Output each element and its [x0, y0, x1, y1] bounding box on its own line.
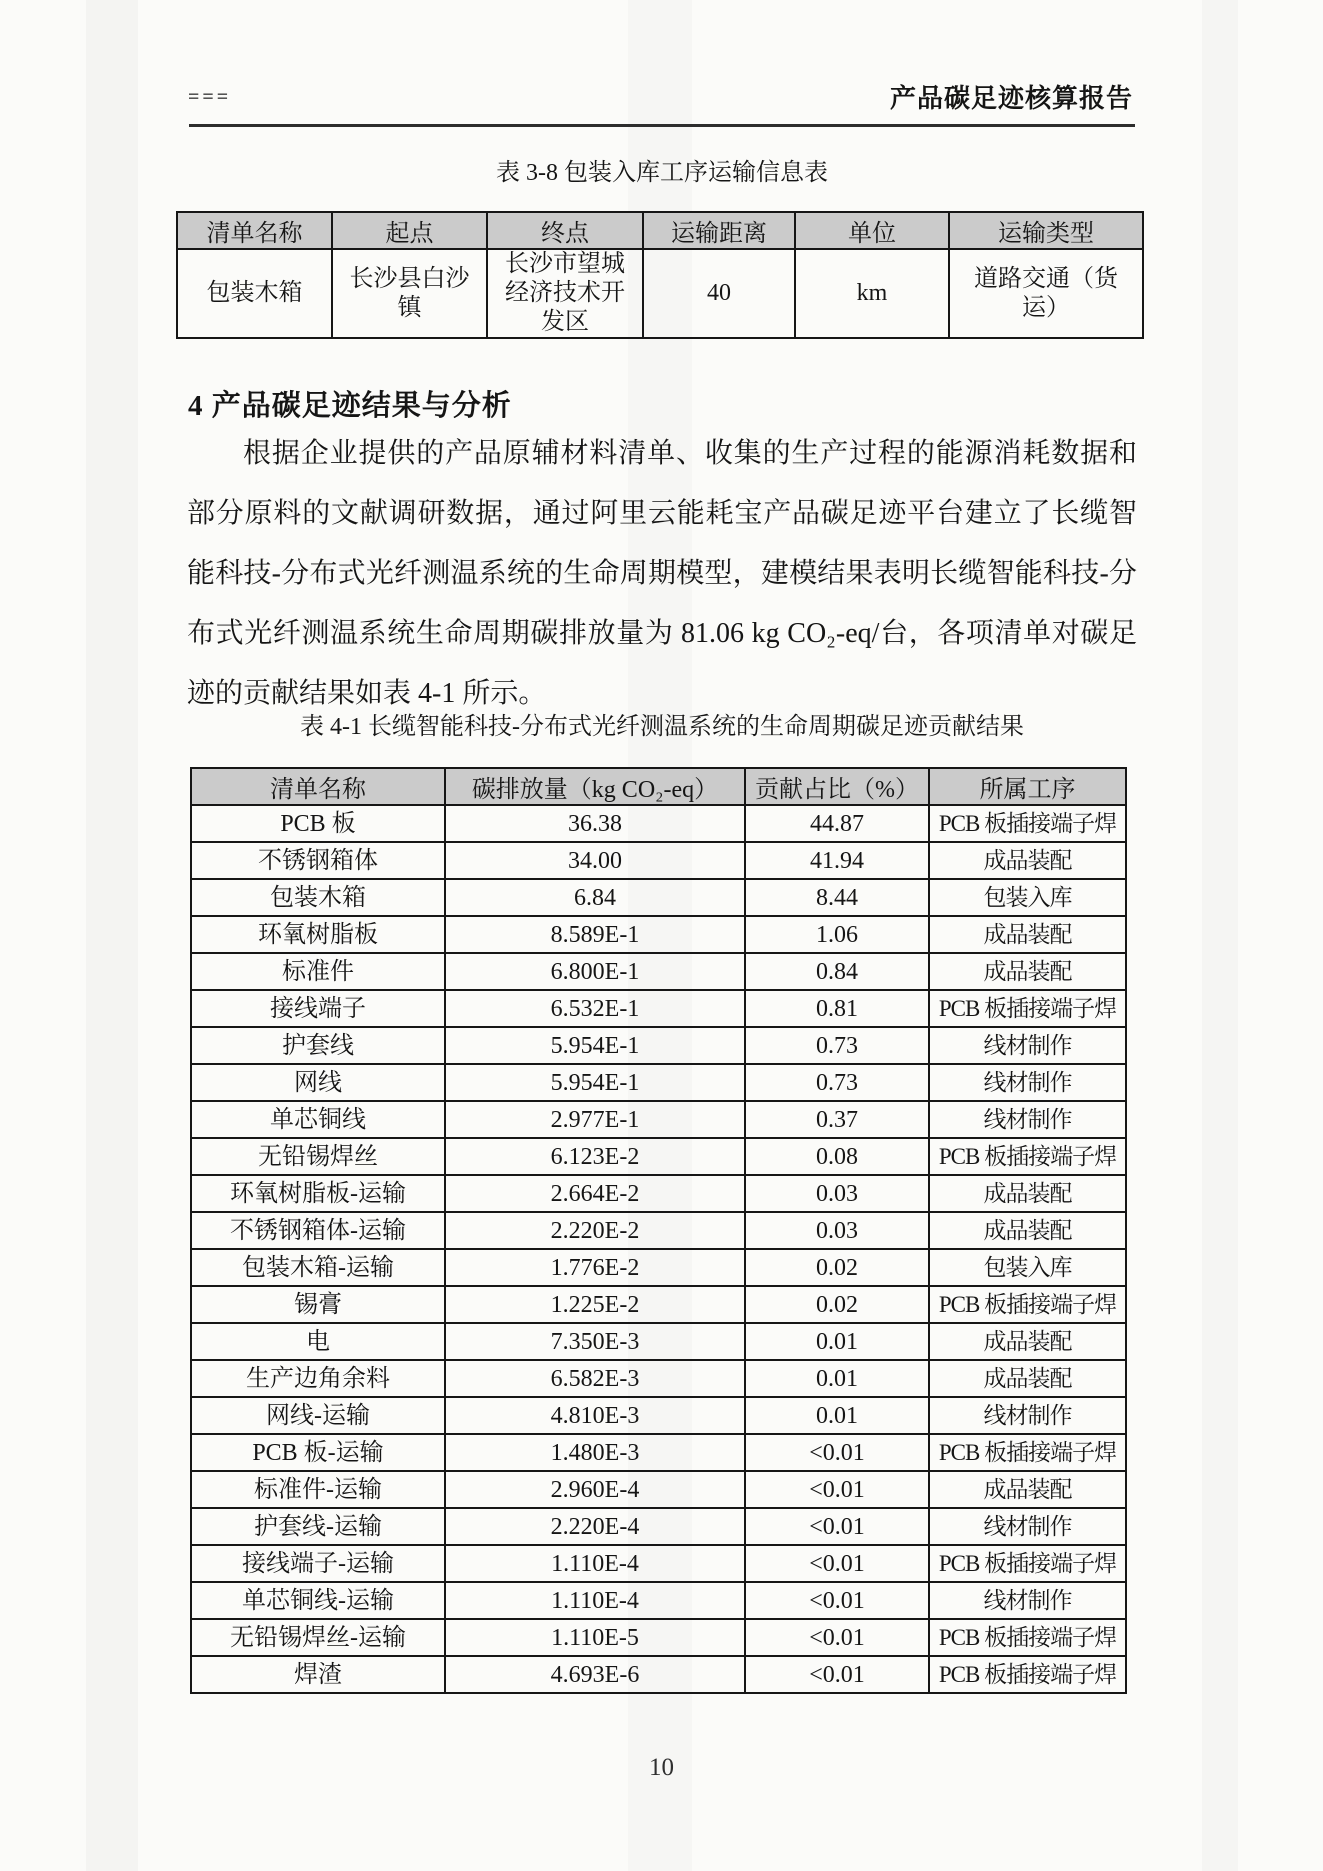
table-cell: 线材制作: [929, 1027, 1126, 1064]
table-cell: 0.73: [745, 1064, 929, 1101]
table-cell: 0.02: [745, 1249, 929, 1286]
table-cell: 不锈钢箱体: [191, 842, 445, 879]
table-cell: 0.01: [745, 1360, 929, 1397]
table-cell: 护套线-运输: [191, 1508, 445, 1545]
table-cell: 包装木箱: [191, 879, 445, 916]
table-cell: <0.01: [745, 1471, 929, 1508]
table-row: [191, 879, 1126, 916]
table-row: [191, 1323, 1126, 1360]
table-cell: 包装木箱-运输: [191, 1249, 445, 1286]
table-cell: 锡膏: [191, 1286, 445, 1323]
table-cell: 环氧树脂板-运输: [191, 1175, 445, 1212]
table-cell: 6.582E-3: [445, 1360, 745, 1397]
table-row: [191, 1138, 1126, 1175]
table-cell: 4.810E-3: [445, 1397, 745, 1434]
table-row: [191, 1545, 1126, 1582]
table-cell: 包装入库: [929, 1249, 1126, 1286]
table-cell: 线材制作: [929, 1064, 1126, 1101]
table-cell: PCB 板插接端子焊: [929, 1545, 1126, 1582]
table-row: [191, 1508, 1126, 1545]
table-cell: 成品装配: [929, 842, 1126, 879]
table-row: [191, 1360, 1126, 1397]
table-cell: 长沙县白沙镇: [332, 249, 487, 338]
column-header: 单位: [795, 212, 949, 249]
table-cell: 34.00: [445, 842, 745, 879]
table-head: [191, 768, 1126, 805]
table-cell: 成品装配: [929, 1323, 1126, 1360]
table-cell: 0.03: [745, 1212, 929, 1249]
table-cell: 36.38: [445, 805, 745, 842]
table-cell: 接线端子: [191, 990, 445, 1027]
table-head: [177, 212, 1143, 249]
table-cell: <0.01: [745, 1656, 929, 1693]
column-header: 所属工序: [929, 768, 1126, 805]
header-rule: [189, 124, 1135, 127]
table-cell: 1.225E-2: [445, 1286, 745, 1323]
table-cell: 41.94: [745, 842, 929, 879]
table-cell: 44.87: [745, 805, 929, 842]
table-cell: 成品装配: [929, 1360, 1126, 1397]
table-cell: 1.06: [745, 916, 929, 953]
table-cell: 1.776E-2: [445, 1249, 745, 1286]
table-cell: 网线: [191, 1064, 445, 1101]
page-number: 10: [649, 1754, 674, 1781]
table-row: [191, 805, 1126, 842]
scan-artifact: [86, 0, 138, 1871]
table-cell: 焊渣: [191, 1656, 445, 1693]
table-row: [191, 1582, 1126, 1619]
table-cell: 2.960E-4: [445, 1471, 745, 1508]
table-cell: 8.44: [745, 879, 929, 916]
table-cell: 1.110E-5: [445, 1619, 745, 1656]
table-row: [191, 1212, 1126, 1249]
table-cell: 40: [643, 249, 795, 338]
table-cell: 2.220E-2: [445, 1212, 745, 1249]
table-body: [177, 249, 1143, 338]
table-cell: 单芯铜线: [191, 1101, 445, 1138]
table-cell: <0.01: [745, 1545, 929, 1582]
table-cell: 2.220E-4: [445, 1508, 745, 1545]
table-row: [191, 1249, 1126, 1286]
table-header-row: [177, 212, 1143, 249]
table-cell: 线材制作: [929, 1508, 1126, 1545]
table-cell: 0.37: [745, 1101, 929, 1138]
table-cell: 环氧树脂板: [191, 916, 445, 953]
table-cell: PCB 板插接端子焊: [929, 1656, 1126, 1693]
table-cell: 标准件: [191, 953, 445, 990]
table-row: [191, 953, 1126, 990]
table-cell: PCB 板-运输: [191, 1434, 445, 1471]
table-cell: 1.480E-3: [445, 1434, 745, 1471]
table-cell: 成品装配: [929, 1175, 1126, 1212]
table-row: [191, 1397, 1126, 1434]
column-header: 运输距离: [643, 212, 795, 249]
table-cell: 0.01: [745, 1323, 929, 1360]
table-3-8-caption: 表 3-8 包装入库工序运输信息表: [496, 160, 828, 186]
column-header: 贡献占比（%）: [745, 768, 929, 805]
table-cell: 网线-运输: [191, 1397, 445, 1434]
table-row: [177, 249, 1143, 338]
table-cell: 6.84: [445, 879, 745, 916]
column-header: 起点: [332, 212, 487, 249]
table-cell: 7.350E-3: [445, 1323, 745, 1360]
table-cell: 线材制作: [929, 1101, 1126, 1138]
table-row: [191, 1286, 1126, 1323]
table-cell: PCB 板: [191, 805, 445, 842]
scan-artifact: [1202, 0, 1238, 1871]
table-cell: <0.01: [745, 1582, 929, 1619]
table-cell: 0.02: [745, 1286, 929, 1323]
table-row: [191, 1619, 1126, 1656]
table-cell: PCB 板插接端子焊: [929, 1286, 1126, 1323]
table-cell: 0.84: [745, 953, 929, 990]
table-cell: 2.977E-1: [445, 1101, 745, 1138]
table-body: [191, 805, 1126, 1693]
column-header: 清单名称: [177, 212, 332, 249]
table-row: [191, 1656, 1126, 1693]
table-cell: <0.01: [745, 1434, 929, 1471]
table-row: [191, 1471, 1126, 1508]
table-row: [191, 990, 1126, 1027]
table-cell: 道路交通（货运）: [949, 249, 1143, 338]
table-cell: 0.01: [745, 1397, 929, 1434]
table-cell: 5.954E-1: [445, 1027, 745, 1064]
column-header: 碳排放量（kg CO₂-eq）: [445, 768, 745, 805]
table-cell: 线材制作: [929, 1582, 1126, 1619]
table-cell: 6.800E-1: [445, 953, 745, 990]
table-cell: 无铅锡焊丝: [191, 1138, 445, 1175]
table-cell: 0.81: [745, 990, 929, 1027]
table-cell: 4.693E-6: [445, 1656, 745, 1693]
table-cell: 包装木箱: [177, 249, 332, 338]
table-cell: 接线端子-运输: [191, 1545, 445, 1582]
table-cell: PCB 板插接端子焊: [929, 1619, 1126, 1656]
section-heading: 4 产品碳足迹结果与分析: [188, 390, 512, 422]
table-cell: PCB 板插接端子焊: [929, 1138, 1126, 1175]
body-paragraph: 根据企业提供的产品原辅材料清单、收集的生产过程的能源消耗数据和部分原料的文献调研数据，通过阿里云能耗宝产品碳足迹平台建立了长缆智能科技-分布式光纤测温系统的生命周期模型，建模结果表明长缆智能科技-分布式光纤测温系统生命周期碳排放量为 81.06 kg CO₂-eq/台，各项清单对碳足迹的贡献结果如表 4-1 所示。: [187, 438, 1137, 709]
table-row: [191, 1027, 1126, 1064]
table-row: [191, 842, 1126, 879]
table-header-row: [191, 768, 1126, 805]
table-cell: 成品装配: [929, 1471, 1126, 1508]
table-cell: 电: [191, 1323, 445, 1360]
carbon-footprint-contribution-table: [190, 767, 1127, 1694]
table-cell: 8.589E-1: [445, 916, 745, 953]
table-cell: 5.954E-1: [445, 1064, 745, 1101]
table-cell: 0.08: [745, 1138, 929, 1175]
table-cell: <0.01: [745, 1619, 929, 1656]
table-cell: 不锈钢箱体-运输: [191, 1212, 445, 1249]
table-row: [191, 1175, 1126, 1212]
table-cell: 2.664E-2: [445, 1175, 745, 1212]
table-row: [191, 1064, 1126, 1101]
table-cell: 6.123E-2: [445, 1138, 745, 1175]
table-cell: 生产边角余料: [191, 1360, 445, 1397]
table-row: [191, 916, 1126, 953]
table-cell: 0.03: [745, 1175, 929, 1212]
table-cell: km: [795, 249, 949, 338]
column-header: 终点: [487, 212, 643, 249]
table-cell: 1.110E-4: [445, 1545, 745, 1582]
table-cell: 标准件-运输: [191, 1471, 445, 1508]
table-cell: 6.532E-1: [445, 990, 745, 1027]
table-cell: 1.110E-4: [445, 1582, 745, 1619]
table-cell: 单芯铜线-运输: [191, 1582, 445, 1619]
table-cell: PCB 板插接端子焊: [929, 805, 1126, 842]
table-cell: PCB 板插接端子焊: [929, 1434, 1126, 1471]
table-cell: PCB 板插接端子焊: [929, 990, 1126, 1027]
transport-info-table: [176, 211, 1144, 339]
table-cell: 成品装配: [929, 916, 1126, 953]
table-row: [191, 1101, 1126, 1138]
table-cell: 0.73: [745, 1027, 929, 1064]
header-report-title: 产品碳足迹核算报告: [889, 84, 1133, 113]
table-cell: <0.01: [745, 1508, 929, 1545]
table-cell: 成品装配: [929, 1212, 1126, 1249]
table-cell: 护套线: [191, 1027, 445, 1064]
table-row: [191, 1434, 1126, 1471]
column-header: 运输类型: [949, 212, 1143, 249]
table-cell: 长沙市望城经济技术开发区: [487, 249, 643, 338]
column-header: 清单名称: [191, 768, 445, 805]
table-cell: 包装入库: [929, 879, 1126, 916]
table-cell: 成品装配: [929, 953, 1126, 990]
header-left-mark: ===: [188, 86, 232, 108]
table-cell: 无铅锡焊丝-运输: [191, 1619, 445, 1656]
table-4-1-caption: 表 4-1 长缆智能科技-分布式光纤测温系统的生命周期碳足迹贡献结果: [300, 714, 1024, 740]
table-cell: 线材制作: [929, 1397, 1126, 1434]
